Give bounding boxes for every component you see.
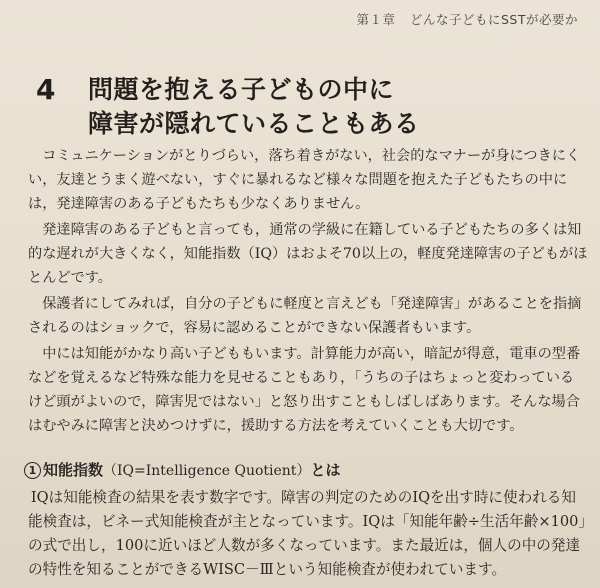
section-title-line1: 問題を抱える子どもの中に xyxy=(88,75,395,104)
paragraph-4: 中には知能がかなり高い子どももいます。計算能力が高い，暗記が得意，電車の型番などを覚えるなど特殊な能力を見せることもあり，「うちの子はちょっと変わっているけど頭がよいので，障害児ではない」と怒り出すこともしばしばあります。そんな場合はむやみに障害と決めつけずに，援助する方法を考えていくことも大切です。 xyxy=(28,346,581,434)
paragraph-3: 保護者にしてみれば，自分の子どもに軽度と言えども「発達障害」があることを指摘されるのはショックで，容易に認めることができない保護者もいます。 xyxy=(28,296,582,336)
section-number: 4 xyxy=(36,73,56,106)
note-body xyxy=(28,486,588,582)
note-paragraph: IQは知能検査の結果を表す数字です。障害の判定のためのIQを出す時に使われる知能検査は，ビネー式知能検査が主となっています。IQは「知能年齢÷生活年齢×100」の式で出し，100に近いほど人数が多くなっています。また最近は，個人の中の発達の特性を知ることができるWISC－Ⅲという知能検査が使われています。 xyxy=(28,489,586,578)
note-heading xyxy=(24,459,340,480)
note-term-paren: （IQ=Intelligence Quotient） xyxy=(103,463,311,479)
running-header xyxy=(356,10,578,28)
paragraph-2: 発達障害のある子どもと言っても，通常の学級に在籍している子どもたちの多くは知的な遅れが大きくなく，知能指数（IQ）はおよそ70以上の，軽度発達障害の子どもがほとんどです。 xyxy=(28,222,588,286)
note-term: 知能指数 xyxy=(43,461,104,479)
circled-number-marker: 1 xyxy=(24,462,41,479)
note-term-suffix: とは xyxy=(310,461,341,479)
chapter-number: 第１章 xyxy=(356,12,396,27)
body-text xyxy=(28,144,588,438)
section-title-line2: 障害が隠れていることもある xyxy=(88,109,420,138)
paragraph-1: コミュニケーションがとりづらい，落ち着きがない，社会的なマナーが身につきにくい，友達とうまく遊べない，すぐに暴れるなど様々な問題を抱えた子どもたちの中には，発達障害のある子どもたちも少なくありません。 xyxy=(28,148,581,212)
chapter-title: どんな子どもにSSTが必要か xyxy=(409,12,578,27)
